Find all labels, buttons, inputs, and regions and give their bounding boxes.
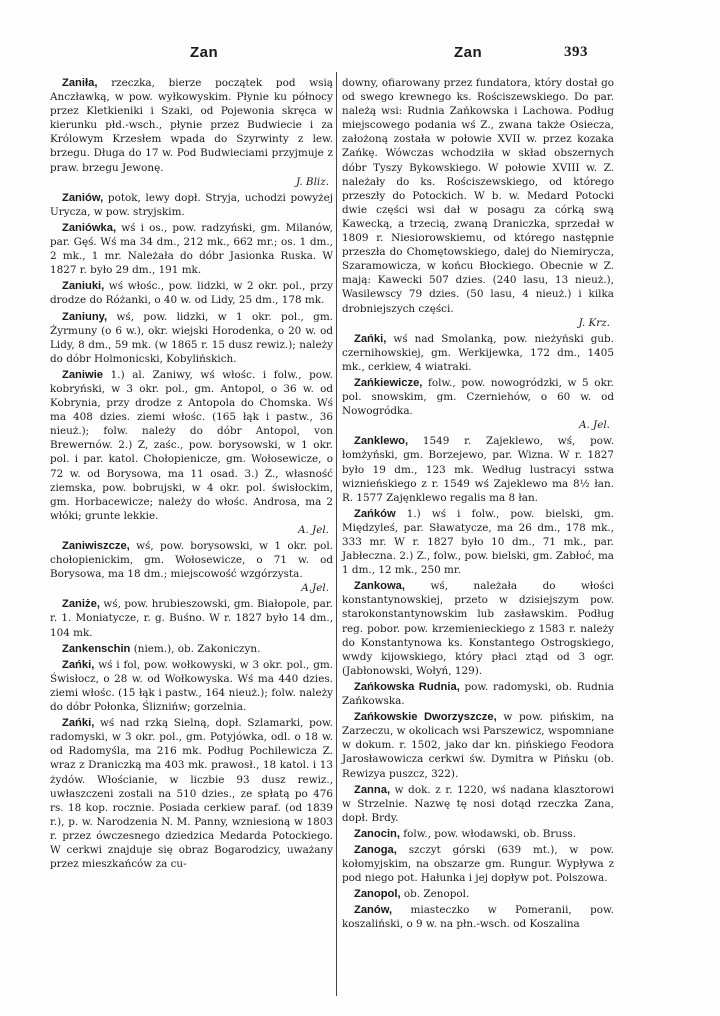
entry-text: downy, ofiarowany przez fundatora, który dostał go od swego krewnego ks. Rościszewskiego. Do par. należą wsi: Rudnia Zańkowska i Lachowa. Podług miejscowego podania wś Z., zwana także Osiecza, założoną została w połowie XVII w. przez kozaka Zańkę. Wówczas wchodziła w skład obszernych dóbr Tyszy Bykowskiego. W połowie XVIII w. Z. należały do ks. Rościszewskiego, od którego przeszły do Potockich. W b. w. Medard Potocki dwie części wsi dał w posagu za córką swą Kawecką, a trzecią, zwaną Draniczka, sprzedał w 1809 r. Niesiorowskiemu, od którego następnie przeszła do Chomętowskiego, dalej do Niemirycza, Szaramowicza, w końcu Błockiego. Obecnie w Z. mają: Kawecki 507 dzies. (240 lasu, 13 nieuż.), Wasilewscy 79 dzies. (50 lasu, 4 nieuż.) i kilka drobniejszych części.	[342, 77, 614, 315]
dictionary-entry	[342, 783, 614, 825]
entry-text: wś i fol, pow. wołkowyski, w 3 okr. pol., gm. Świsłocz, o 28 w. od Wołkowyska. Wś ma 440 dzies. ziemi włośc. (15 łąk i pastw., 164 nieuż.); folw. należy do dóbr Połonka, Śliznińw; gorzelnia.	[50, 658, 333, 714]
page-number: 393	[564, 44, 588, 60]
dictionary-entry	[342, 76, 614, 330]
entry-text: rzeczka, bierze początek pod wsią Anczławką, w pow. wyłkowyskim. Płynie ku północy przez Kletkieniki i Szaki, od Pojewonia skręca w kierunku płd.-wsch., płynie przez Budwiecie i za Królowym Krzesłem wpada do Szyrwinty z lew. brzegu. Długa do 17 w. Pod Budwieciami przyjmuje z praw. brzegu Jewonę.	[50, 77, 333, 174]
entry-headword: Zaniwie	[62, 368, 104, 381]
dictionary-entry	[50, 221, 333, 277]
entry-text: pow. radomyski, ob. Rudnia Zańkowska.	[342, 680, 614, 708]
entry-text: ob. Zenopol.	[400, 888, 470, 901]
author-signature: J. Krz.	[578, 316, 610, 329]
entry-headword: Zańkowskie Dworzyszcze,	[354, 711, 497, 724]
dictionary-entry	[50, 642, 333, 656]
dictionary-entry	[342, 903, 614, 931]
entry-headword: Zańkiewicze,	[354, 376, 423, 389]
entry-text: 1549 r. Zajeklewo, wś, pow. łomżyński, gm. Borzejewo, par. Wizna. W r. 1827 było 19 dm., 123 mk. Według lustracyi sstwa wiznieńskiego z r. 1549 wś Zajeklewo ma 8½ łan. R. 1577 Zajęnklewo regalis ma 8 łan.	[342, 435, 614, 504]
entry-headword: Zaniówka,	[62, 221, 117, 234]
entry-text: 1.) wś i folw., pow. bielski, gm. Międzyleś, par. Sławatycze, ma 26 dm., 178 mk., 333 mr. W r. 1827 było 10 dm., 71 mk., par. Jabłeczna. 2.) Z., folw., pow. bielski, gm. Zabłoć, ma 1 dm., 12 mk., 250 mr.	[342, 507, 614, 577]
entry-headword: Zaniże,	[62, 598, 100, 611]
entry-headword: Zankenschin	[62, 642, 131, 655]
left-column	[50, 76, 333, 873]
entry-headword: Zankowa,	[354, 580, 405, 593]
entry-headword: Zaniów,	[62, 191, 104, 204]
dictionary-entry	[50, 310, 333, 366]
author-signature: J. Bliz.	[295, 175, 329, 188]
entry-text: szczyt górski (639 mt.), w pow. kołomyjskim, na obszarze gm. Rungur. Wypływa z pod niego pot. Hałunka i jej dopływ pot. Polszowa.	[342, 843, 614, 885]
entry-text: (niem.), ob. Zakoniczyn.	[130, 642, 261, 655]
dictionary-entry	[342, 887, 614, 901]
author-signature: A. Jel.	[578, 419, 610, 432]
entry-headword: Zanoga,	[354, 843, 397, 856]
entry-headword: Zańkowska Rudnia,	[354, 680, 460, 693]
entry-headword: Zańki,	[354, 332, 387, 345]
dictionary-entry	[50, 368, 333, 537]
entry-headword: Zaniuny,	[62, 310, 108, 323]
entry-text: potok, lewy dopł. Stryja, uchodzi powyżej Urycza, w pow. stryjskim.	[50, 191, 333, 218]
entry-text: folw., pow. włodawski, ob. Bruss.	[400, 827, 577, 840]
dictionary-entry	[50, 716, 333, 871]
entry-text: wś i os., pow. radzyński, gm. Milanów, par. Gęś. Wś ma 34 dm., 212 mk., 662 mr.; os. 1 dm., 2 mk., 1 mr. Należała do dóbr Jasionka Ruska. W 1827 r. było 29 dm., 191 mk.	[50, 221, 333, 277]
running-title-right: Zan	[454, 44, 483, 61]
right-column	[342, 76, 614, 934]
dictionary-entry	[342, 680, 614, 708]
column-divider	[336, 72, 337, 996]
dictionary-entry	[342, 710, 614, 780]
entry-headword: Zanklewo,	[354, 435, 409, 448]
dictionary-entry	[50, 597, 333, 639]
dictionary-entry	[50, 191, 333, 219]
entry-text: wś włośc., pow. lidzki, w 2 okr. pol., przy drodze do Różanki, o 40 w. od Lidy, 25 dm., 178 mk.	[50, 280, 333, 307]
dictionary-entry	[50, 658, 333, 714]
entry-text: wś nad Smolanką, pow. nieżyński gub. czernihowskiej, gm. Werkijewka, 172 dm., 1405 mk., cerkiew, 4 wiatraki.	[342, 332, 614, 373]
entry-headword: Zanopol,	[354, 888, 401, 901]
entry-headword: Zanna,	[354, 783, 391, 796]
dictionary-entry	[342, 843, 614, 885]
entry-headword: Zańki,	[62, 658, 95, 671]
entry-text: w pow. pińskim, na Zarzeczu, w okolicach wsi Parszewicz, wspomniane w dokum. r. 1502, jako dar kn. pińskiego Feodora Jarosławowicza cerkwi św. Dymitra w Pińsku (ob. Rewizya puszcz, 322).	[342, 711, 615, 780]
entry-headword: Zańków	[354, 507, 396, 520]
entry-headword: Zanów,	[354, 904, 393, 917]
dictionary-entry	[50, 279, 333, 307]
entry-text: folw., pow. nowogródzki, w 5 okr. pol. snowskim, gm. Czerniehów, o 60 w. od Nowogródka.	[342, 376, 614, 418]
entry-text: w dok. z r. 1220, wś nadana klasztorowi w Strzelnie. Nazwę tę nosi dotąd rzeczka Zana, dopł. Brdy.	[342, 783, 614, 824]
entry-text: wś, należała do włości konstantynowskiej, przeto w dzisiejszym pow. starokonstantynowskim lub zasławskim. Podług reg. pobor. pow. krzemienieckiego z 1583 r. należy do Konstantynowa ks. Konstantego Ostrogskiego, wwdy kijowskiego, który płaci ztąd od 3 ogr. (Jabłonowski, Wołyń, 129).	[342, 580, 614, 677]
entry-text: wś, pow. lidzki, w 1 okr. pol., gm. Żyrmuny (o 6 w.), okr. wiejski Horodenka, o 20 w. od Lidy, 8 dm., 59 mk. (w 1865 r. 15 dusz rewiz.); należy do dóbr Holmonicski, Kobylińskich.	[50, 310, 333, 365]
author-signature: A. Jel.	[297, 523, 329, 536]
entry-text: wś nad rzką Sielną, dopł. Szlamarki, pow. radomyski, w 3 okr. pol., gm. Potyjówka, odl. o 18 w. od Radomyśla, ma 216 mk. Podług Pochilewicza Z. wraz z Draniczką ma 403 mk. prawosł., 18 katol. i 13 żydów. Włościanie, w liczbie 93 dusz rewiz., uwłaszczeni zostali na 510 dzies., ze spłatą po 476 rs. 18 kop. rocznie. Posiada cerkiew paraf. (od 1839 r.), p. w. Narodzenia N. M. Panny, wzniesioną w 1803 r. przez ówczesnego dziedzica Medarda Potockiego. W cerkwi znajduje się obraz Bogarodzicy, uważany przez mieszkańców za cu-	[50, 717, 333, 871]
dictionary-entry	[50, 76, 333, 189]
entry-text: wś, pow. borysowski, w 1 okr. pol. chołopienickim, gm. Wołosewicze, o 71 w. od Borysowa, ma 18 dm.; miejscowość wzgórzysta.	[50, 540, 333, 581]
running-title-left: Zan	[190, 44, 219, 61]
entry-headword: Zaniwiszcze,	[62, 540, 130, 552]
dictionary-entry	[342, 507, 614, 577]
entry-text: 1.) al. Zaniwy, wś włośc. i folw., pow. kobryński, w 3 okr. pol., gm. Antopol, o 36 w. od Kobrynia, przy drodze z Antopola do Chomska. Wś ma 408 dzies. ziemi włośc. (165 łąk i pastw., 36 nieuż.); folw. należy do dóbr Antopol, von Brewernów. 2.) Z, zaśc., pow. borysowski, w 1 okr. pol. i par. katol. Chołopienicze, gm. Wołosewicze, o 72 w. od Borysowa, ma 11 osad. 3.) Z., własność ziemska, pow. bobrujski, w 4 okr. pol. świsłockim, gm. Horbacewicze; należy do włośc. Androsa, ma 2 włóki; grunte lekkie.	[50, 368, 333, 522]
entry-text: miasteczko w Pomeranii, pow. koszaliński, o 9 w. na płn.-wsch. od Koszalina	[342, 904, 614, 931]
entry-headword: Zaniła,	[62, 77, 98, 89]
entry-headword: Zańki,	[62, 717, 95, 730]
entry-headword: Zaniuki,	[62, 280, 105, 293]
dictionary-entry	[50, 539, 333, 595]
author-signature: A.Jel.	[301, 582, 329, 595]
dictionary-entry	[342, 434, 614, 504]
entry-headword: Zanocin,	[354, 827, 400, 840]
entry-text: wś, pow. hrubieszowski, gm. Białopole, par. r. 1. Moniatycze, r. g. Buśno. W r. 1827 było 14 dm., 104 mk.	[50, 598, 333, 639]
dictionary-entry	[342, 332, 614, 374]
dictionary-entry	[342, 376, 614, 432]
dictionary-entry	[342, 579, 614, 678]
dictionary-entry	[342, 827, 614, 841]
